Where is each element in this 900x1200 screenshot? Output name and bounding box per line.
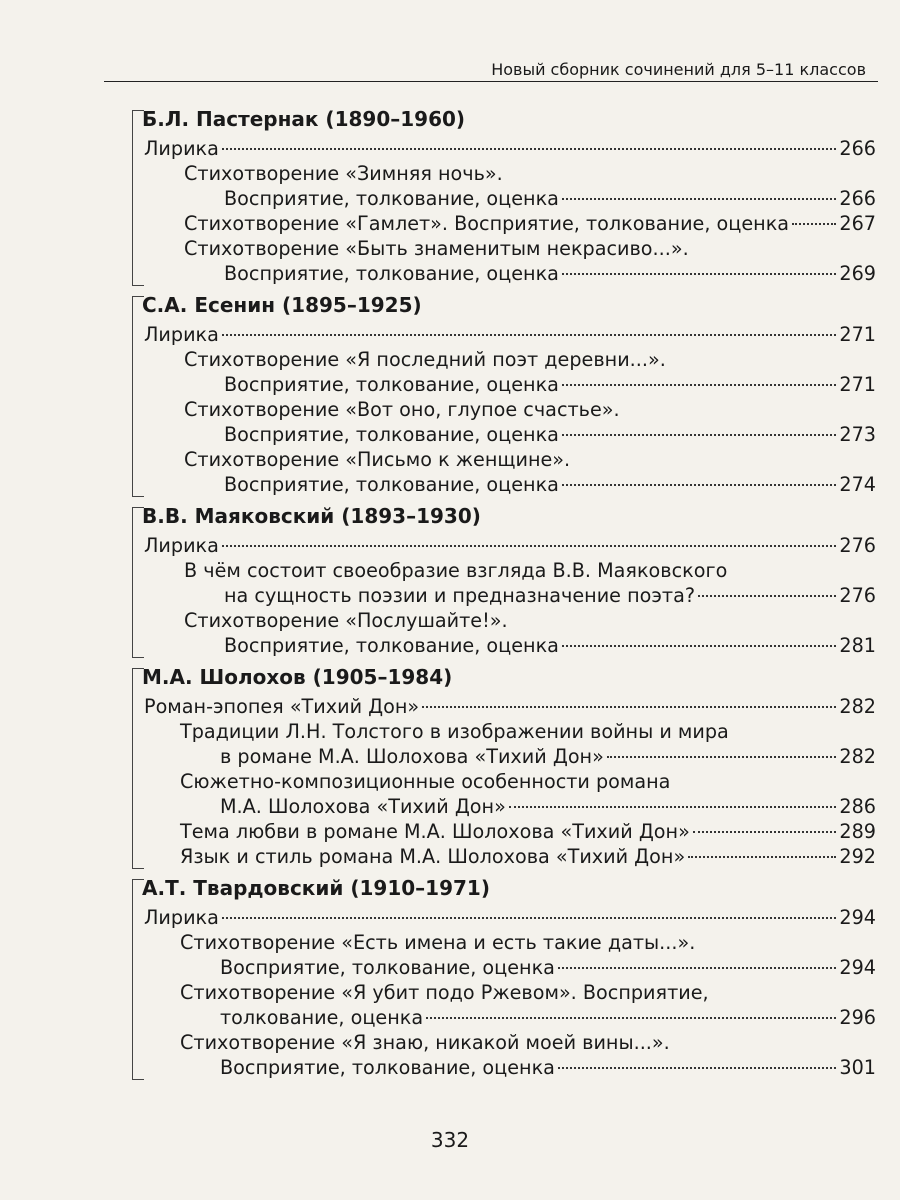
toc-entry-line: Стихотворение «Письмо к женщине».: [184, 448, 571, 471]
author-heading: В.В. Маяковский (1893–1930): [142, 504, 481, 528]
toc-entry: [132, 819, 876, 844]
entry-page-number: 276: [839, 584, 876, 607]
toc-entry-line: Стихотворение «Послушайте!».: [184, 609, 508, 632]
toc-entry: [132, 372, 876, 397]
entry-title: в романе М.А. Шолохова «Тихий Дон»: [220, 745, 604, 768]
dot-leader: [562, 434, 836, 436]
toc-section: [132, 503, 876, 658]
dot-leader: [422, 706, 836, 708]
dot-leader: [562, 198, 836, 200]
entry-page-number: 266: [839, 137, 876, 160]
toc-entry-line: В чём состоит своеобразие взгляда В.В. Маяковского: [184, 559, 728, 582]
toc-entry: [132, 744, 876, 769]
entry-title: М.А. Шолохова «Тихий Дон»: [220, 795, 506, 818]
entry-title: Восприятие, толкование, оценка: [224, 262, 559, 285]
author-heading: Б.Л. Пастернак (1890–1960): [142, 107, 466, 131]
toc-entry: [132, 322, 876, 347]
dot-leader: [688, 856, 836, 858]
entry-title: Лирика: [144, 137, 219, 160]
entry-title: Лирика: [144, 534, 219, 557]
toc-entry: [132, 1005, 876, 1030]
entry-title: Восприятие, толкование, оценка: [224, 373, 559, 396]
dot-leader: [558, 967, 836, 969]
entry-page-number: 301: [839, 1056, 876, 1079]
entry-page-number: 281: [839, 634, 876, 657]
table-of-contents: [132, 100, 876, 1080]
section-bracket: [132, 507, 144, 658]
dot-leader: [698, 595, 836, 597]
entry-title: Тема любви в романе М.А. Шолохова «Тихий Дон»: [180, 820, 690, 843]
toc-entry-line: Сюжетно-композиционные особенности романа: [180, 770, 671, 793]
entry-page-number: 294: [839, 956, 876, 979]
dot-leader: [222, 334, 836, 336]
entry-title: Лирика: [144, 323, 219, 346]
entry-page-number: 273: [839, 423, 876, 446]
toc-entry: [132, 794, 876, 819]
dot-leader: [792, 223, 836, 225]
toc-entry-line: Стихотворение «Есть имена и есть такие даты...».: [180, 931, 696, 954]
entry-page-number: 282: [839, 745, 876, 768]
toc-entry-line: Стихотворение «Я убит подо Ржевом». Восприятие,: [180, 981, 709, 1004]
entry-page-number: 266: [839, 187, 876, 210]
toc-entry-line: Стихотворение «Я знаю, никакой моей вины...».: [180, 1031, 670, 1054]
author-heading: М.А. Шолохов (1905–1984): [142, 665, 453, 689]
toc-entry: [132, 955, 876, 980]
entry-page-number: 292: [839, 845, 876, 868]
toc-entry: [132, 472, 876, 497]
toc-entry: [132, 533, 876, 558]
entry-title: Стихотворение «Гамлет». Восприятие, толкование, оценка: [184, 212, 790, 235]
entry-page-number: 269: [839, 262, 876, 285]
entry-page-number: 282: [839, 695, 876, 718]
section-bracket: [132, 110, 144, 286]
dot-leader: [222, 545, 836, 547]
toc-section: [132, 664, 876, 869]
entry-page-number: 294: [839, 906, 876, 929]
toc-entry: [132, 1055, 876, 1080]
entry-title: Язык и стиль романа М.А. Шолохова «Тихий Дон»: [180, 845, 686, 868]
entry-title: Роман-эпопея «Тихий Дон»: [144, 695, 420, 718]
toc-entry: [132, 261, 876, 286]
toc-entry: [132, 905, 876, 930]
dot-leader: [562, 645, 836, 647]
dot-leader: [222, 917, 836, 919]
toc-section: [132, 106, 876, 286]
entry-page-number: 286: [839, 795, 876, 818]
entry-title: на сущность поэзии и предназначение поэта?: [224, 584, 696, 607]
entry-title: Восприятие, толкование, оценка: [220, 956, 555, 979]
section-bracket: [132, 879, 144, 1080]
dot-leader: [562, 273, 836, 275]
toc-entry: [132, 136, 876, 161]
entry-page-number: 289: [839, 820, 876, 843]
entry-title: толкование, оценка: [220, 1006, 424, 1029]
toc-entry: [132, 583, 876, 608]
author-heading: А.Т. Твардовский (1910–1971): [142, 876, 490, 900]
entry-page-number: 267: [839, 212, 876, 235]
dot-leader: [607, 756, 837, 758]
entry-title: Лирика: [144, 906, 219, 929]
running-head: Новый сборник сочинений для 5–11 классов: [491, 60, 866, 79]
header-rule: [104, 81, 878, 82]
dot-leader: [222, 148, 836, 150]
entry-title: Восприятие, толкование, оценка: [224, 473, 559, 496]
entry-page-number: 274: [839, 473, 876, 496]
entry-title: Восприятие, толкование, оценка: [220, 1056, 555, 1079]
dot-leader: [509, 806, 837, 808]
section-bracket: [132, 668, 144, 869]
toc-entry: [132, 844, 876, 869]
toc-entry-line: Стихотворение «Я последний поэт деревни...».: [184, 348, 666, 371]
dot-leader: [562, 484, 836, 486]
toc-entry: [132, 422, 876, 447]
toc-entry: [132, 694, 876, 719]
dot-leader: [426, 1017, 836, 1019]
entry-page-number: 271: [839, 323, 876, 346]
entry-page-number: 271: [839, 373, 876, 396]
toc-entry-line: Стихотворение «Вот оно, глупое счастье».: [184, 398, 620, 421]
entry-title: Восприятие, толкование, оценка: [224, 634, 559, 657]
toc-entry: [132, 186, 876, 211]
toc-entry: [132, 633, 876, 658]
page-number: 332: [430, 1128, 470, 1152]
toc-entry-line: Стихотворение «Быть знаменитым некрасиво...».: [184, 237, 689, 260]
dot-leader: [562, 384, 836, 386]
dot-leader: [693, 831, 837, 833]
entry-title: Восприятие, толкование, оценка: [224, 187, 559, 210]
toc-entry-line: Традиции Л.Н. Толстого в изображении войны и мира: [180, 720, 729, 743]
toc-section: [132, 292, 876, 497]
entry-page-number: 276: [839, 534, 876, 557]
toc-entry: [132, 211, 876, 236]
author-heading: С.А. Есенин (1895–1925): [142, 293, 422, 317]
entry-title: Восприятие, толкование, оценка: [224, 423, 559, 446]
toc-section: [132, 875, 876, 1080]
toc-entry-line: Стихотворение «Зимняя ночь».: [184, 162, 503, 185]
entry-page-number: 296: [839, 1006, 876, 1029]
section-bracket: [132, 296, 144, 497]
dot-leader: [558, 1067, 836, 1069]
